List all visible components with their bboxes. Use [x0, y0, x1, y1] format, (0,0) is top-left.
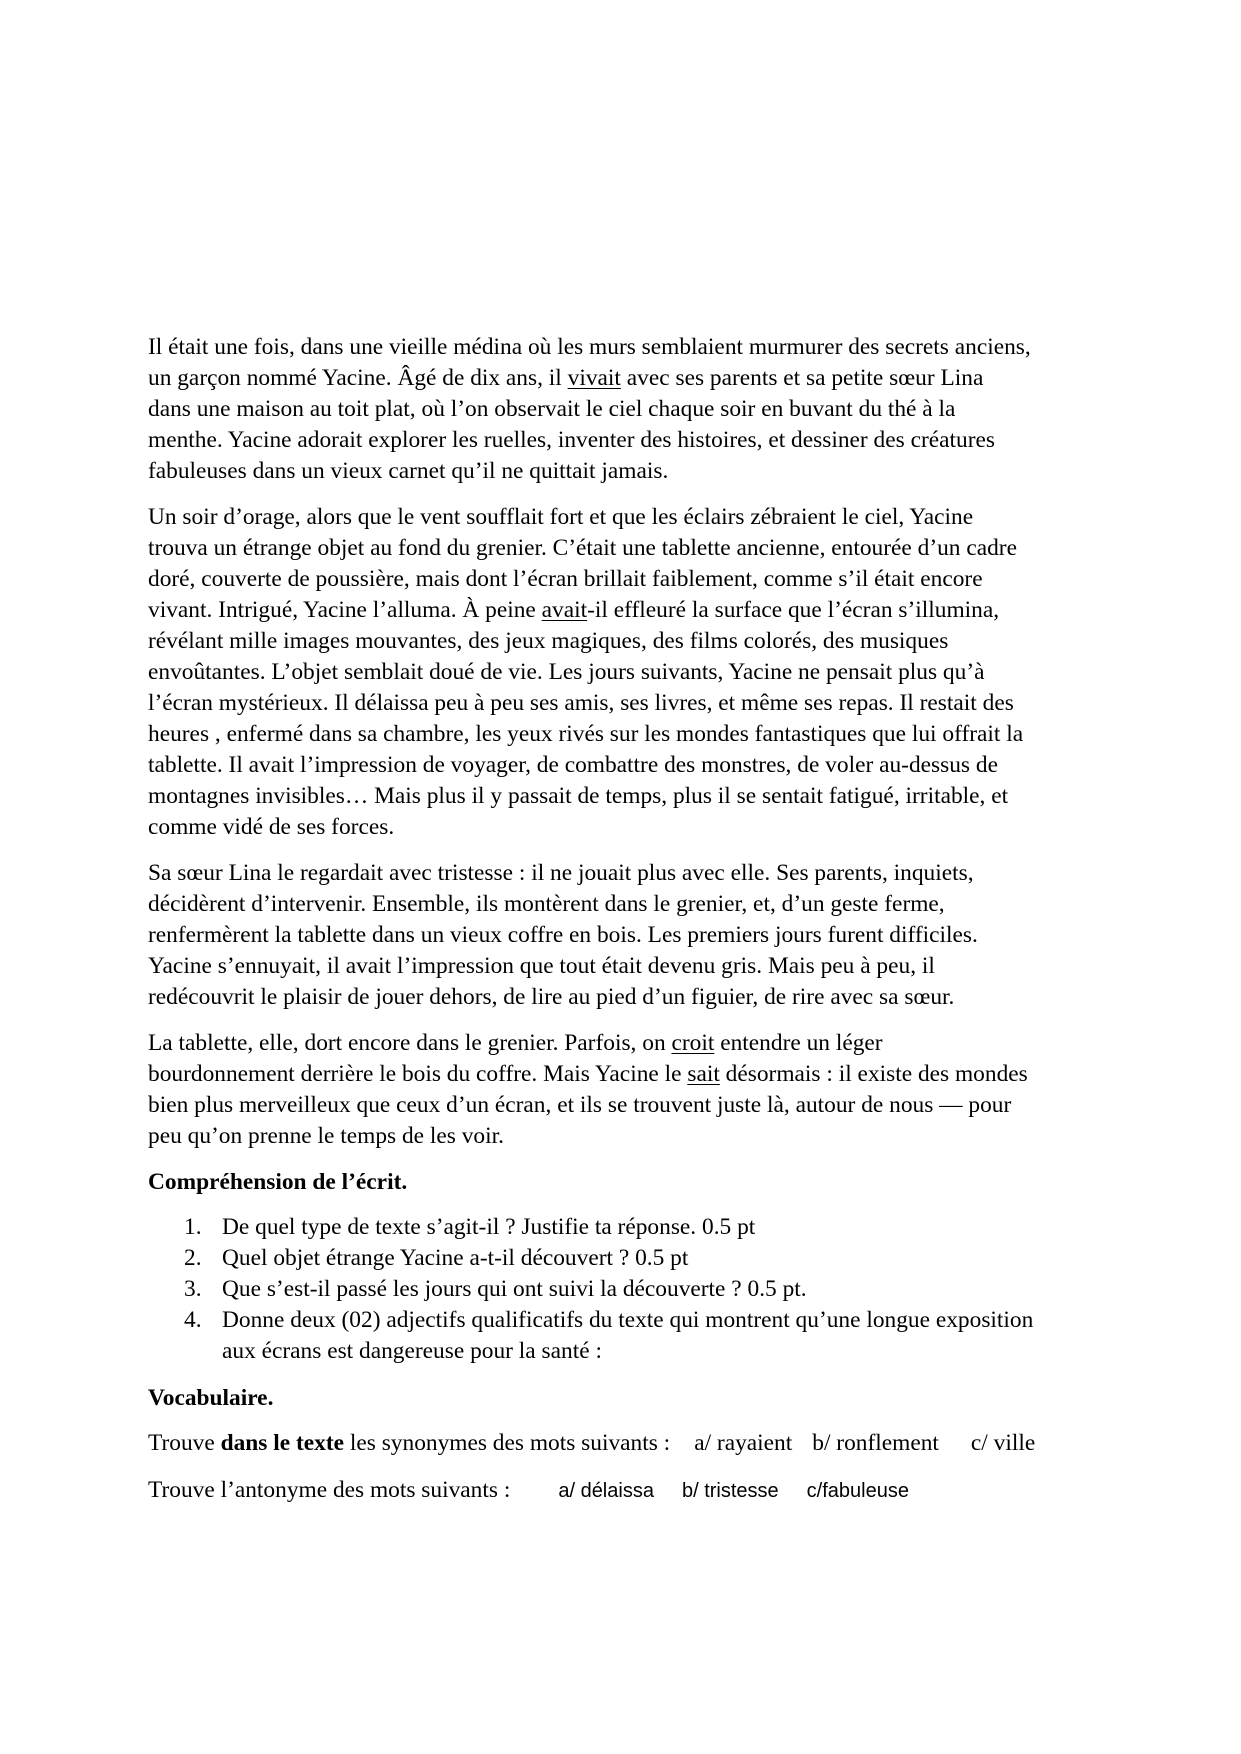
text-line	[148, 1028, 1108, 1059]
question-text: aux écrans est dangereuse pour la santé :	[222, 1338, 602, 1364]
text-line: Il était une fois, dans une vieille médina où les murs semblaient murmurer des secrets anciens,	[148, 334, 1031, 360]
text-segment: les synonymes des mots suivants :	[344, 1430, 671, 1456]
question-text: Quel objet étrange Yacine a-t-il découvert ? 0.5 pt	[222, 1245, 689, 1271]
story-paragraph-4	[148, 1028, 1108, 1152]
comprehension-heading: Compréhension de l’écrit.	[148, 1169, 408, 1195]
synonymes-exercise	[148, 1428, 1108, 1459]
story-paragraph-1	[148, 332, 1108, 487]
antonym-word-c: c/fabuleuse	[806, 1480, 909, 1502]
story-paragraph-3	[148, 858, 1108, 1013]
text-line: Un soir d’orage, alors que le vent soufflait fort et que les éclairs zébraient le ciel, Yacine	[148, 504, 974, 530]
question-text: De quel type de texte s’agit-il ? Justifie ta réponse. 0.5 pt	[222, 1214, 756, 1240]
text-segment: entendre un léger	[714, 1030, 883, 1056]
synonym-word-c: c/ ville	[970, 1430, 1036, 1456]
text-line: envoûtantes. L’objet semblait doué de vie. Les jours suivants, Yacine ne pensait plus qu’à	[148, 659, 985, 685]
underlined-word: avait	[541, 597, 588, 623]
antonymes-exercise	[148, 1475, 1108, 1507]
text-line: bien plus merveilleux que ceux d’un écran, et ils se trouvent juste là, autour de nous — pour	[148, 1092, 1012, 1118]
question-number: 3.	[184, 1276, 202, 1302]
question-text: Que s’est-il passé les jours qui ont suivi la découverte ? 0.5 pt.	[222, 1276, 807, 1302]
antonym-word-b: b/ tristesse	[681, 1480, 779, 1502]
text-segment: un garçon nommé Yacine. Âgé de dix ans, il	[148, 365, 568, 391]
question-text: Donne deux (02) adjectifs qualificatifs du texte qui montrent qu’une longue exposition	[222, 1307, 1034, 1333]
text-line: menthe. Yacine adorait explorer les ruelles, inventer des histoires, et dessiner des créatures	[148, 427, 995, 453]
underlined-word: vivait	[567, 365, 621, 391]
text-segment: vivant. Intrigué, Yacine l’alluma. À peine	[148, 597, 542, 623]
question-number: 2.	[184, 1245, 202, 1271]
underlined-word: sait	[687, 1061, 720, 1087]
synonym-word-a: a/ rayaient	[694, 1430, 793, 1456]
comprehension-questions	[148, 1212, 1108, 1367]
text-line: Yacine s’ennuyait, il avait l’impression que tout était devenu gris. Mais peu à peu, il	[148, 953, 935, 979]
text-line	[148, 1059, 1108, 1090]
text-line	[148, 595, 1108, 626]
underlined-word: croit	[671, 1030, 715, 1056]
text-segment: -il effleuré la surface que l’écran s’illumina,	[587, 597, 1000, 623]
document-page	[148, 332, 1108, 1523]
question-item	[148, 1305, 1108, 1367]
bold-phrase: dans le texte	[220, 1430, 345, 1456]
question-item	[148, 1212, 1108, 1243]
question-item	[148, 1243, 1108, 1274]
story-paragraph-2	[148, 502, 1108, 843]
text-line: peu qu’on prenne le temps de les voir.	[148, 1123, 504, 1149]
vocabulaire-heading: Vocabulaire.	[148, 1385, 274, 1411]
text-segment: avec ses parents et sa petite sœur Lina	[620, 365, 984, 391]
text-line: révélant mille images mouvantes, des jeux magiques, des films colorés, des musiques	[148, 628, 949, 654]
text-line: tablette. Il avait l’impression de voyager, de combattre des monstres, de voler au-dessus de	[148, 752, 998, 778]
text-line	[148, 363, 1108, 394]
text-line: montagnes invisibles… Mais plus il y passait de temps, plus il se sentait fatigué, irritable, et	[148, 783, 1009, 809]
text-segment: Trouve l’antonyme des mots suivants :	[148, 1477, 511, 1503]
text-segment: bourdonnement derrière le bois du coffre. Mais Yacine le	[148, 1061, 688, 1087]
text-segment: Trouve	[148, 1430, 221, 1456]
text-line: comme vidé de ses forces.	[148, 814, 395, 840]
text-segment: désormais : il existe des mondes	[719, 1061, 1028, 1087]
text-line: redécouvrit le plaisir de jouer dehors, de lire au pied d’un figuier, de rire avec sa sœur.	[148, 984, 955, 1010]
text-line: décidèrent d’intervenir. Ensemble, ils montèrent dans le grenier, et, d’un geste ferme,	[148, 891, 945, 917]
synonym-word-b: b/ ronflement	[812, 1430, 939, 1456]
text-segment: La tablette, elle, dort encore dans le grenier. Parfois, on	[148, 1030, 672, 1056]
antonym-word-a: a/ délaissa	[558, 1480, 654, 1502]
text-line: trouva un étrange objet au fond du grenier. C’était une tablette ancienne, entourée d’un cadre	[148, 535, 1017, 561]
text-line: heures , enfermé dans sa chambre, les yeux rivés sur les mondes fantastiques que lui offrait la	[148, 721, 1024, 747]
question-number: 4.	[184, 1307, 202, 1333]
question-number: 1.	[184, 1214, 202, 1240]
question-item	[148, 1274, 1108, 1305]
text-line: dans une maison au toit plat, où l’on observait le ciel chaque soir en buvant du thé à la	[148, 396, 956, 422]
text-line: doré, couverte de poussière, mais dont l’écran brillait faiblement, comme s’il était encore	[148, 566, 983, 592]
text-line: l’écran mystérieux. Il délaissa peu à peu ses amis, ses livres, et même ses repas. Il restait des	[148, 690, 1014, 716]
text-line: Sa sœur Lina le regardait avec tristesse : il ne jouait plus avec elle. Ses parents, inquiets,	[148, 860, 974, 886]
text-line: renfermèrent la tablette dans un vieux coffre en bois. Les premiers jours furent difficiles.	[148, 922, 978, 948]
text-line: fabuleuses dans un vieux carnet qu’il ne quittait jamais.	[148, 458, 669, 484]
